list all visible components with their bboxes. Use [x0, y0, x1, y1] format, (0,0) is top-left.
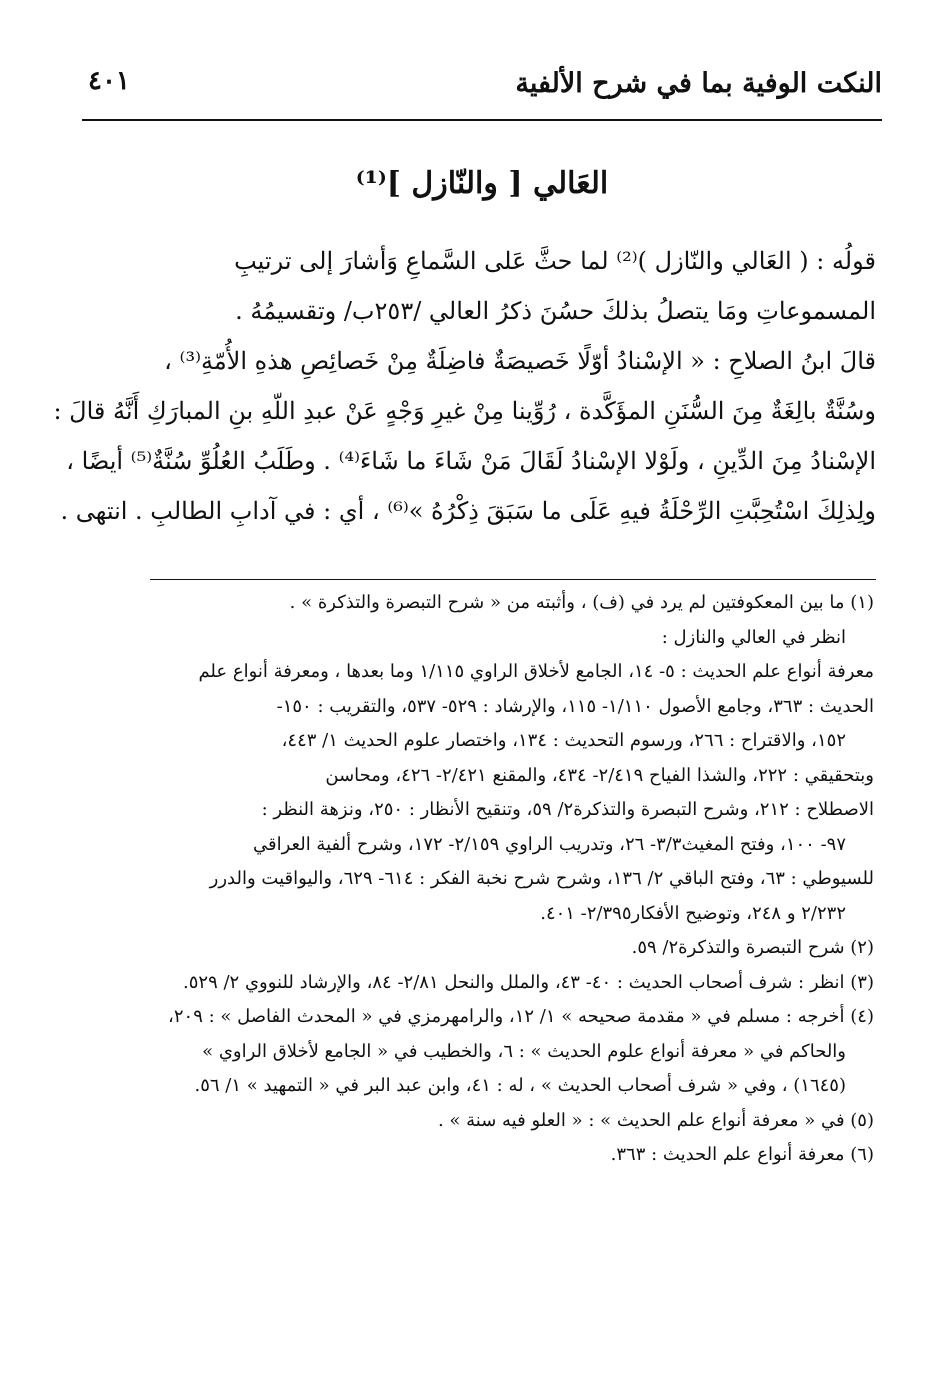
footnote-line: ٩٧- ١٠٠، وفتح المغيث٣/٣- ٢٦، وتدريب الراوي ٢/١٥٩- ١٧٢، وشرح ألفية العراقي	[253, 833, 846, 855]
footnote-line: (١٦٤٥) ، وفي « شرف أصحاب الحديث » ، له : ٤١، وابن عبد البر في « التمهيد » ١/ ٥٦.	[194, 1075, 846, 1096]
footnote-line: (١) ما بين المعكوفتين لم يرد في (ف) ، وأثبته من « شرح التبصرة والتذكرة » .	[289, 592, 874, 613]
footnote-line: ١٥٢، والاقتراح : ٢٦٦، ورسوم التحديث : ١٣٤، واختصار علوم الحديث ١/ ٤٤٣،	[281, 730, 846, 751]
footnote-line: (٣) انظر : شرف أصحاب الحديث : ٤٠- ٤٣، والملل والنحل ٢/٨١- ٨٤، والإرشاد للنووي ٢/ ٥٢٩.	[183, 971, 874, 993]
footnote-line: للسيوطي : ٦٣، وفتح الباقي ٢/ ١٣٦، وشرح شرح نخبة الفكر : ٦١٤- ٦٢٩، واليواقيت والدرر	[209, 868, 874, 889]
footnote-line: (٢) شرح التبصرة والتذكرة٢/ ٥٩.	[631, 937, 874, 958]
footnote-rule	[150, 579, 876, 580]
body-line: الإسْنادُ مِنَ الدِّينِ ، ولَوْلا الإسْنادُ لَقَالَ مَنْ شَاءَ ما شَاءَ⁽⁴⁾ . وطَلَبُ العُلُوِّ سُنَّةٌ⁽⁵⁾ أيضًا ،	[66, 447, 876, 475]
header-rule	[82, 119, 882, 121]
footnote-line: وبتحقيقي : ٢٢٢، والشذا الفياح ٢/٤١٩- ٤٣٤، والمقنع ٢/٤٢١- ٤٢٦، ومحاسن	[325, 764, 874, 786]
book-title: النكت الوفية بما في شرح الألفية	[515, 68, 882, 99]
section-title: العَالي [ والنّازل ]⁽¹⁾	[355, 166, 609, 201]
body-line: قولُه : ( العَالي والنّازل )⁽²⁾ لما حثَّ عَلى السَّماعِ وَأشارَ إلى ترتيبِ	[234, 247, 876, 275]
footnote-line: (٥) في « معرفة أنواع علم الحديث » : « العلو فيه سنة » .	[437, 1109, 874, 1131]
running-header	[82, 60, 882, 110]
main-text	[53, 236, 876, 536]
footnote-line: الاصطلاح : ٢١٢، وشرح التبصرة والتذكرة٢/ ٥٩، وتنقيح الأنظار : ٢٥٠، ونزهة النظر :	[261, 799, 874, 820]
footnote-line: (٦) معرفة أنواع علم الحديث : ٣٦٣.	[610, 1144, 874, 1165]
body-line: المسموعاتِ ومَا يتصلُ بذلكَ حسُنَ ذكرُ العالي /٢٥٣ب/ وتقسيمُهُ .	[235, 297, 876, 325]
footnote-line: الحديث : ٣٦٣، وجامع الأصول ١/١١٠- ١١٥، والإرشاد : ٥٢٩- ٥٣٧، والتقريب : ١٥٠-	[276, 695, 874, 717]
footnote-line: معرفة أنواع علم الحديث : ٥- ١٤، الجامع لأخلاق الراوي ١/١١٥ وما بعدها ، ومعرفة أنواع علم	[198, 661, 874, 682]
footnote-line: (٤) أخرجه : مسلم في « مقدمة صحيحه » ١/ ١٢، والرامهرمزي في « المحدث الفاصل » : ٢٠٩،	[168, 1006, 874, 1027]
footnote-line: ٢/٢٣٢ و ٢٤٨، وتوضيح الأفكار٢/٣٩٥- ٤٠١.	[540, 902, 846, 924]
body-line: قالَ ابنُ الصلاحِ : « الإسْنادُ أوّلًا خَصيصَةٌ فاضِلَةٌ مِنْ خَصائِصِ هذهِ الأُمّةِ⁽³⁾ ،	[164, 347, 876, 375]
footnote-line: والحاكم في « معرفة أنواع علوم الحديث » : ٦، والخطيب في « الجامع لأخلاق الراوي »	[202, 1040, 846, 1062]
page-number: ٤٠١	[88, 66, 130, 96]
body-line: ولِذلِكَ اسْتُحِبَّتِ الرِّحْلَةُ فيهِ عَلَى ما سَبَقَ ذِكْرُهُ »⁽⁶⁾ ، أي : في آدابِ الطالبِ . انتهى .	[60, 497, 876, 525]
footnotes	[96, 586, 874, 1173]
footnote-line: انظر في العالي والنازل :	[661, 626, 846, 648]
body-line: وسُنَّةٌ بالِغَةٌ مِنَ السُّنَنِ المؤَكَّدة ، رُوِّينا مِنْ غيرِ وَجْهٍ عَنْ عبدِ اللّهِ بنِ المبارَكِ أَنَّهُ قالَ :	[53, 397, 876, 425]
